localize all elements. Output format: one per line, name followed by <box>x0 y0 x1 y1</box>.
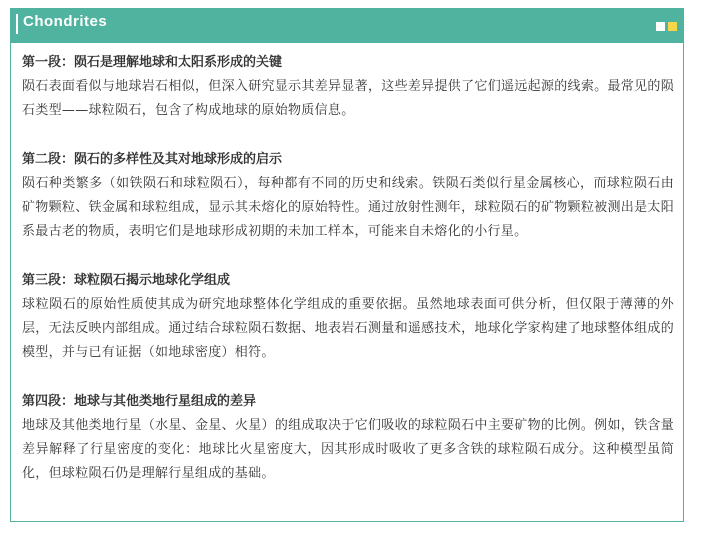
section-4 <box>22 390 674 486</box>
section-title: 第二段：陨石的多样性及其对地球形成的启示 <box>22 152 283 167</box>
section-body: 球粒陨石的原始性质使其成为研究地球整体化学组成的重要依据。虽然地球表面可供分析，但仅限于薄薄的外层，无法反映内部组成。通过结合球粒陨石数据、地表岩石测量和遥感技术，地球化学家构建了地球整体组成的模型，并与已有证据（如地球密度）相符。 <box>22 297 674 360</box>
section-title: 第四段：地球与其他类地行星组成的差异 <box>22 394 257 409</box>
content-card <box>10 8 684 522</box>
card-content <box>22 51 674 511</box>
header-accent-bar <box>16 14 18 34</box>
section-1 <box>22 51 674 123</box>
white-square-icon <box>656 22 665 31</box>
card-header <box>11 9 683 43</box>
section-body: 地球及其他类地行星（水星、金星、火星）的组成取决于它们吸收的球粒陨石中主要矿物的比例。例如，铁含量差异解释了行星密度的变化：地球比火星密度大，因其形成时吸收了更多含铁的球粒陨石成分。这种模型虽简化，但球粒陨石仍是理解行星组成的基础。 <box>22 418 674 481</box>
section-3 <box>22 269 674 365</box>
section-body: 陨石表面看似与地球岩石相似，但深入研究显示其差异显著，这些差异提供了它们遥远起源的线索。最常见的陨石类型——球粒陨石，包含了构成地球的原始物质信息。 <box>22 79 674 118</box>
section-2 <box>22 148 674 244</box>
card-title: Chondrites <box>23 13 108 30</box>
section-title: 第一段：陨石是理解地球和太阳系形成的关键 <box>22 55 283 70</box>
yellow-square-icon <box>668 22 677 31</box>
section-body: 陨石种类繁多（如铁陨石和球粒陨石），每种都有不同的历史和线索。铁陨石类似行星金属核心，而球粒陨石由矿物颗粒、铁金属和球粒组成，显示其未熔化的原始特性。通过放射性测年，球粒陨石的矿物颗粒被测出是太阳系最古老的物质，表明它们是地球形成初期的未加工样本，可能来自未熔化的小行星。 <box>22 176 674 239</box>
section-title: 第三段：球粒陨石揭示地球化学组成 <box>22 273 231 288</box>
